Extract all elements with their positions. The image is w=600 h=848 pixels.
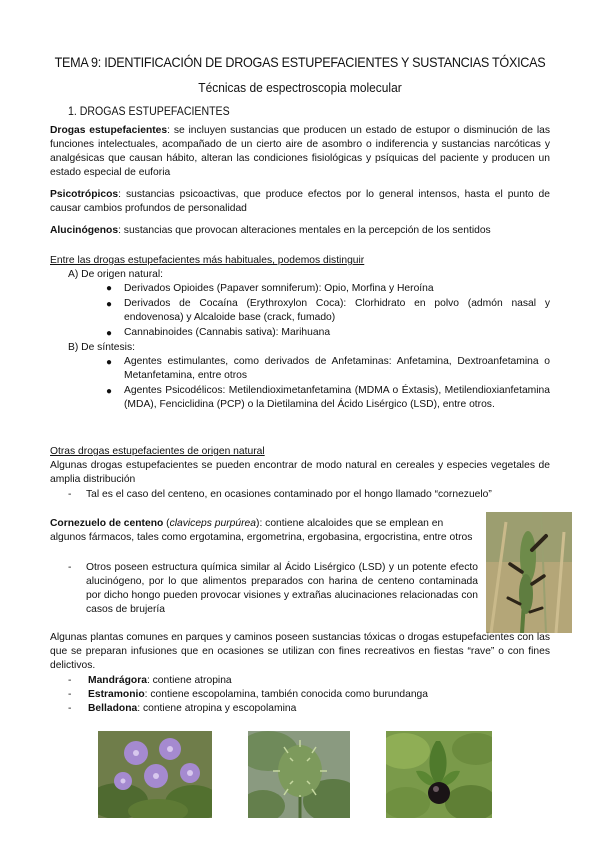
dash-icon: - xyxy=(68,703,72,714)
group-a-item: Derivados de Cocaína (Erythroxylon Coca): Clorhidrato en polvo (admón nasal y endovenosa) y Alcaloide base (crack, fumado) xyxy=(124,298,550,323)
bullet-icon: ● xyxy=(106,357,113,368)
group-b-item: Agentes estimulantes, como derivados de Anfetaminas: Anfetamina, Dextroanfetamina o Metanfetamina, entre otros xyxy=(124,356,550,381)
section-heading: 1. DROGAS ESTUPEFACIENTES xyxy=(68,106,230,118)
mandragora-photo xyxy=(98,731,212,818)
page-title: TEMA 9: IDENTIFICACIÓN DE DROGAS ESTUPEFACIENTES Y SUSTANCIAS TÓXICAS xyxy=(54,54,546,70)
bullet-icon: ● xyxy=(106,386,113,397)
bullet-icon: ● xyxy=(106,299,113,310)
plants-text: Algunas plantas comunes en parques y caminos poseen sustancias tóxicas o drogas estupefacientes con las que se preparan infusiones que en ocasiones se utilizan con fines recreativos en fiestas “rave” o con fines delictivos. xyxy=(50,632,550,671)
plant-item-belladona xyxy=(88,702,296,716)
definition-alucinogenos xyxy=(50,224,550,238)
group-b-item: Agentes Psicodélicos: Metilendioximetanfetamina (MDMA o Éxtasis), Metilendioxianfetamina (MDA), Fenciclidina (PCP) o la Dietilamina del Ácido Lisérgico (LSD), entre otros. xyxy=(124,385,550,410)
definition-text: : sustancias psicoactivas, que produce efectos por lo general intensos, hasta el punto de causar cambios profundos de personalidad xyxy=(50,189,550,214)
other-drugs-heading: Otras drogas estupefacientes de origen natural xyxy=(50,446,265,457)
plant-item-estramonio xyxy=(88,688,428,702)
plant-name: Belladona xyxy=(88,703,138,714)
definition-psicotropicos xyxy=(50,188,550,216)
plant-text: : contiene escopolamina, también conocida como burundanga xyxy=(144,689,429,700)
definition-text: : se incluyen sustancias que producen un estado de estupor o disminución de las funciones intelectuales, acompañado de un cierto aire de asombro o indiferencia y sustancias narcóticas y analgésicas que causan hábito, alteran las condiciones fisiológicas y psíquicas del paciente y producen un estado especial de euforia xyxy=(50,125,550,178)
cornezuelo-paragraph: Cornezuelo de centeno (claviceps purpúrea): contiene alcaloides que se emplean en algunos fármacos, tales como ergotamina, ergometrina, ergobasina, ergocristina, entre otros xyxy=(50,518,473,543)
group-a-item: Cannabinoides (Cannabis sativa): Marihuana xyxy=(124,327,331,338)
definition-term: Drogas estupefacientes xyxy=(50,125,168,136)
dash-icon: - xyxy=(68,689,72,700)
page-subtitle: Técnicas de espectroscopia molecular xyxy=(198,80,402,95)
group-a-item: Derivados Opioides (Papaver somniferum): Opio, Morfina y Heroína xyxy=(124,283,434,294)
plant-name: Mandrágora xyxy=(88,675,147,686)
bullet-icon: ● xyxy=(106,283,113,294)
plant-name: Estramonio xyxy=(88,689,145,700)
definition-drogas xyxy=(50,124,550,180)
cornezuelo-dash-text: Otros poseen estructura química similar al Ácido Lisérgico (LSD) y un potente efecto alucinógeno, por lo que alimentos preparados con harina de centeno contaminada por dicho hongo pueden provocar visiones y extrañas alucinaciones relacionadas con casos de brujería xyxy=(86,562,478,615)
dash-icon: - xyxy=(68,562,72,573)
dash-icon: - xyxy=(68,489,72,500)
estramonio-photo xyxy=(248,731,350,818)
cornezuelo-term: Cornezuelo de centeno xyxy=(50,518,164,529)
plant-text: : contiene atropina xyxy=(146,675,232,686)
common-drugs-heading: Entre las drogas estupefacientes más habituales, podemos distinguir xyxy=(50,255,365,266)
cornezuelo-latin: claviceps purpúrea xyxy=(169,518,257,529)
definition-text: : sustancias que provocan alteraciones mentales en la percepción de los sentidos xyxy=(118,225,491,236)
other-drugs-text: Algunas drogas estupefacientes se pueden encontrar de modo natural en cereales y especies vegetales de amplia distribución xyxy=(50,460,550,485)
plant-text: : contiene atropina y escopolamina xyxy=(137,703,297,714)
group-a-label: A) De origen natural: xyxy=(68,269,164,280)
bullet-icon: ● xyxy=(106,328,113,339)
other-drugs-dash-text: Tal es el caso del centeno, en ocasiones contaminado por el hongo llamado “cornezuelo” xyxy=(86,489,492,500)
definition-term: Psicotrópicos xyxy=(50,189,119,200)
belladona-photo xyxy=(386,731,492,818)
group-b-label: B) De síntesis: xyxy=(68,342,135,353)
ergot-photo xyxy=(486,512,572,633)
definition-term: Alucinógenos xyxy=(50,225,119,236)
plant-item-mandragora xyxy=(88,674,232,688)
cornezuelo-text: : contiene alcaloides que se emplean en algunos fármacos, tales como ergotamina, ergometrina, ergobasina, ergocristina, entre otros xyxy=(50,518,473,543)
dash-icon: - xyxy=(68,675,72,686)
